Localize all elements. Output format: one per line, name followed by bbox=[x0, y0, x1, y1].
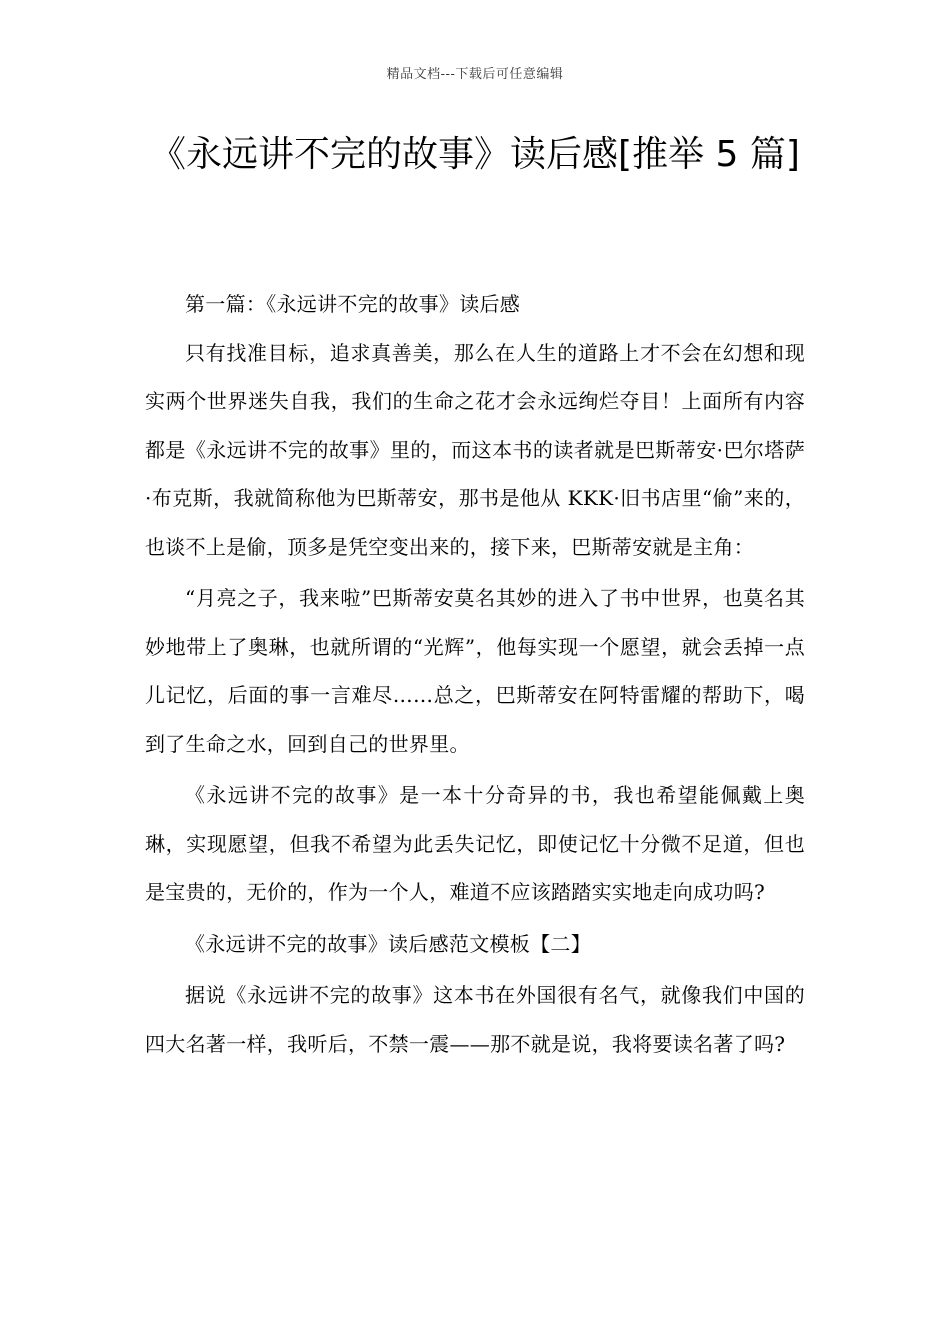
paragraph: 只有找准目标，追求真善美，那么在人生的道路上才不会在幻想和现实两个世界迷失自我，我们的生命之花才会永远绚烂夺目！上面所有内容都是《永远讲不完的故事》里的，而这本书的读者就是巴斯蒂安·巴尔塔萨·布克斯，我就简称他为巴斯蒂安，那书是他从 KKK·旧书店里“偷”来的，也谈不上是偷，顶多是凭空变出来的，接下来，巴斯蒂安就是主角： bbox=[145, 340, 805, 559]
paragraph: 据说《永远讲不完的故事》这本书在外国很有名气，就像我们中国的四大名著一样，我听后，不禁一震——那不就是说，我将要读名著了吗? bbox=[145, 983, 805, 1056]
document-title: 《永远讲不完的故事》读后感[推举 5 篇] bbox=[150, 134, 800, 175]
section-heading: 《永远讲不完的故事》读后感范文模板【二】 bbox=[185, 931, 591, 956]
page-header-note: 精品文档---下载后可任意编辑 bbox=[386, 67, 564, 82]
paragraph: 《永远讲不完的故事》是一本十分奇异的书，我也希望能佩戴上奥琳，实现愿望，但我不希望为此丢失记忆，即使记忆十分微不足道，但也是宝贵的，无价的，作为一个人，难道不应该踏踏实实地走向成功吗? bbox=[145, 783, 805, 904]
section-heading: 第一篇：《永远讲不完的故事》读后感 bbox=[185, 292, 521, 316]
document-body bbox=[145, 280, 805, 1068]
paragraph: “月亮之子，我来啦”巴斯蒂安莫名其妙的进入了书中世界，也莫名其妙地带上了奥琳，也就所谓的“光辉”，他每实现一个愿望，就会丢掉一点儿记忆，后面的事一言难尽……总之，巴斯蒂安在阿特雷耀的帮助下，喝到了生命之水，回到自己的世界里。 bbox=[145, 586, 805, 756]
